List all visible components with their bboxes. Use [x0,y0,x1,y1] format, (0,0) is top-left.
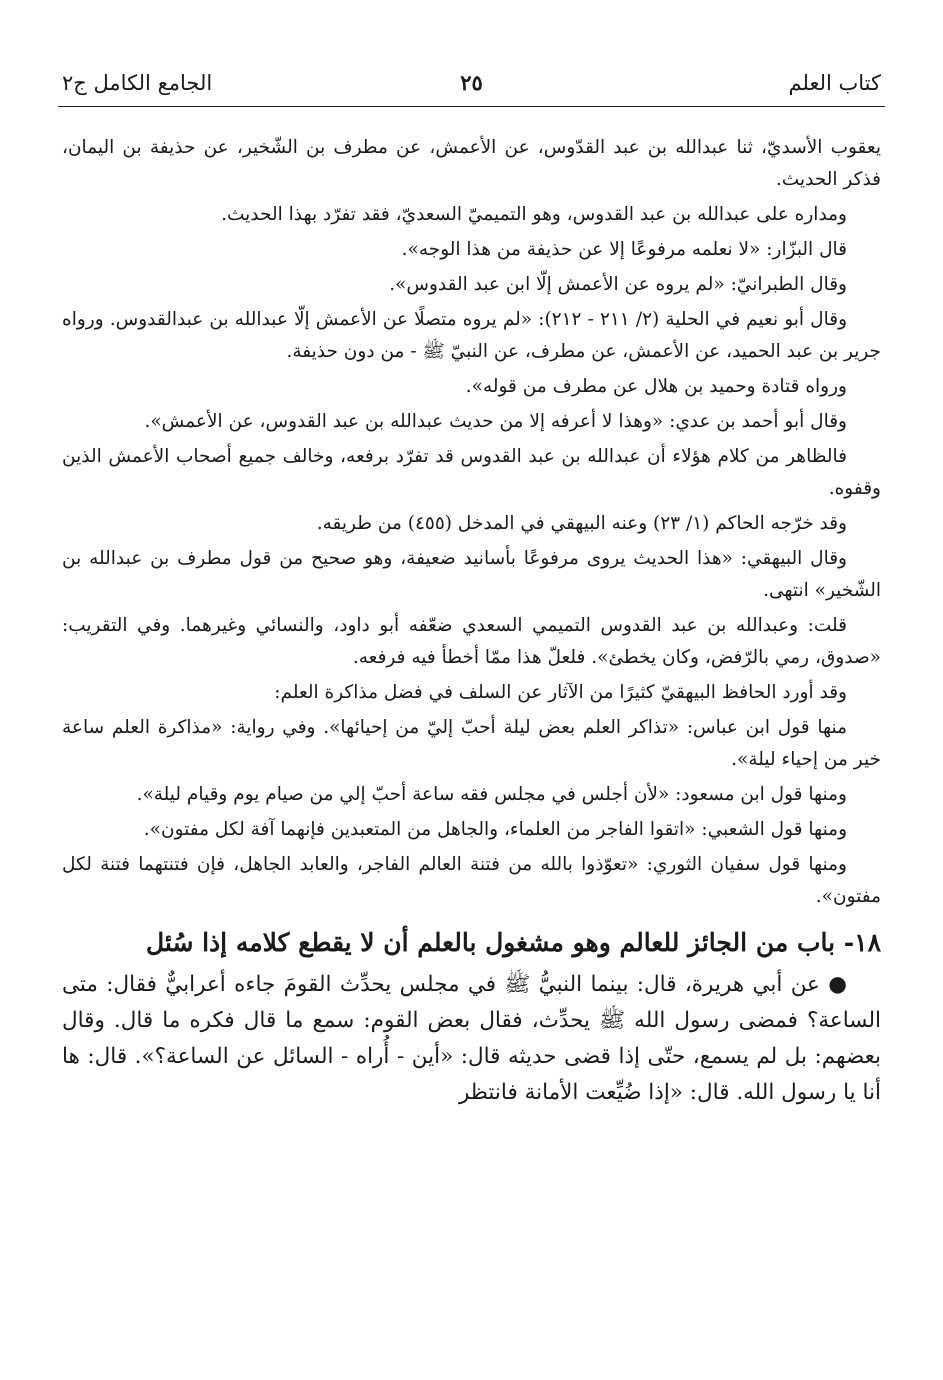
paragraph: قال البزّار: «لا نعلمه مرفوعًا إلا عن حذيفة من هذا الوجه». [401,239,847,260]
running-header [62,66,881,106]
paragraph: وقال الطبرانيّ: «لم يروه عن الأعمش إلّا ابن عبد القدوس». [389,274,847,295]
header-rule [58,106,885,107]
paragraph: ورواه قتادة وحميد بن هلال عن مطرف من قوله». [465,376,847,397]
paragraph: منها قول ابن عباس: «تذاكر العلم بعض ليلة أحبّ إليّ من إحيائها». وفي رواية: «مذاكرة العلم ساعة خير من إحياء ليلة». [62,717,881,770]
header-volume-title: الجامع الكامل ج٢ [62,71,213,95]
paragraph: فالظاهر من كلام هؤلاء أن عبدالله بن عبد القدوس قد تفرّد برفعه، وخالف جميع أصحاب الأعمش الذين وقفوه. [62,446,881,499]
page-number: ٢٥ [460,70,483,95]
paragraph: وقال أبو نعيم في الحلية (٢/ ٢١١ - ٢١٢): «لم يروه متصلًا عن الأعمش إلّا عبدالله بن عبدالقدوس. ورواه جرير بن عبد الحميد، عن الأعمش، عن مطرف، عن النبيّ ﷺ - من دون حذيفة. [62,309,881,362]
page-body [62,132,881,1111]
paragraph: وقال البيهقي: «هذا الحديث يروى مرفوعًا بأسانيد ضعيفة، وهو صحيح من قول مطرف بن عبدالله بن الشّخير» انتهى. [62,548,881,601]
paragraph: ومنها قول الشعبي: «اتقوا الفاجر من العلماء، والجاهل من المتعبدين فإنهما آفة لكل مفتون». [143,819,847,840]
hadith-paragraph: ● عن أبي هريرة، قال: بينما النبيُّ ﷺ في مجلس يحدِّث القومَ جاءه أعرابيٌّ فقال: متى الساعة؟ فمضى رسول الله ﷺ يحدِّث، فقال بعض القوم: سمع ما قال فكره ما قال. وقال بعضهم: بل لم يسمع، حتّى إذا قضى حديثه قال: «أين - أُراه - السائل عن الساعة؟». قال: ها أنا يا رسول الله. قال: «إذا ضُيِّعت الأمانة فانتظر [62,972,881,1105]
paragraph: ومنها قول ابن مسعود: «لأن أجلس في مجلس فقه ساعة أحبّ إلي من صيام يوم وقيام ليلة». [136,784,847,805]
paragraph: ومداره على عبدالله بن عبد القدوس، وهو التميميّ السعديّ، فقد تفرّد بهذا الحديث. [221,204,847,225]
paragraph: وقد أورد الحافظ البيهقيّ كثيرًا من الآثار عن السلف في فضل مذاكرة العلم: [274,682,847,703]
paragraph: وقال أبو أحمد بن عدي: «وهذا لا أعرفه إلا من حديث عبدالله بن عبد القدوس، عن الأعمش». [144,411,847,432]
header-book-title: كتاب العلم [788,71,881,95]
section-heading: ١٨- باب من الجائز للعالم وهو مشغول بالعلم أن لا يقطع كلامه إذا سُئل [145,928,881,957]
paragraph: يعقوب الأسديّ، ثنا عبدالله بن عبد القدّوس، عن الأعمش، عن مطرف بن الشّخير، عن حذيفة بن اليمان، فذكر الحديث. [62,137,881,190]
paragraph: قلت: وعبدالله بن عبد القدوس التميمي السعدي ضعّفه أبو داود، والنسائي وغيرهما. وفي التقريب: «صدوق، رمي بالرّفض، وكان يخطئ». فلعلّ هذا ممّا أخطأ فيه فرفعه. [62,615,881,668]
paragraph: ومنها قول سفيان الثوري: «تعوّذوا بالله من فتنة العالم الفاجر، والعابد الجاهل، فإن فتنتهما فتنة لكل مفتون». [62,854,881,907]
paragraph: وقد خرّجه الحاكم (١/ ٢٣) وعنه البيهقي في المدخل (٤٥٥) من طريقه. [316,513,847,534]
